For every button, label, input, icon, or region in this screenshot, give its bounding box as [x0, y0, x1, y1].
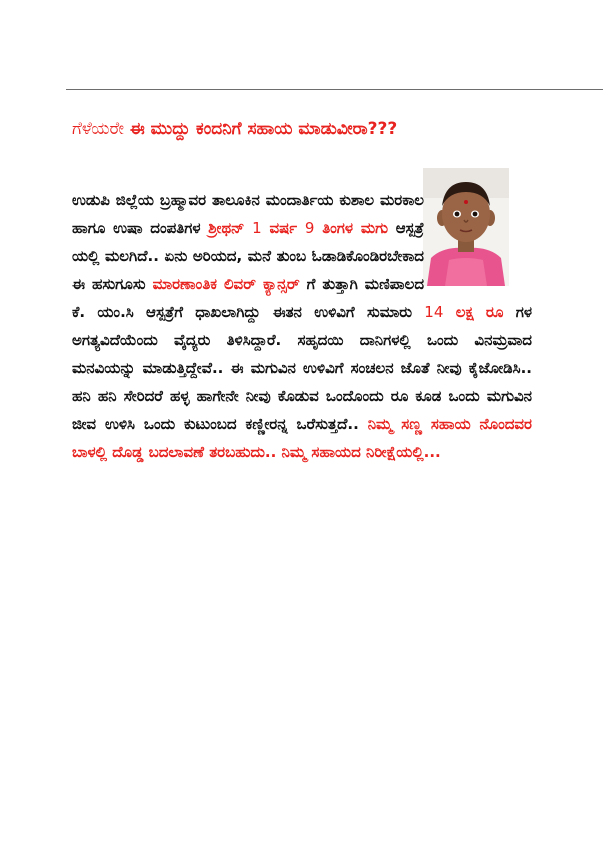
age-months-number: 9 [304, 219, 315, 237]
photo-spacer [424, 186, 532, 296]
child-name: ಶ್ರೀಥನ್ [208, 219, 245, 237]
body-intro: ಉಡುಪಿ ಜಿಲ್ಲೆಯ ಬ್ರಹ್ಮಾವರ ತಾಲೂಕಿನ ಮಂದಾರ್ತಿಯ ಕುಶಾಲ ಮರಕಾಲ ಹಾಗೂ ಉಷಾ ದಂಪತಿಗಳ [72, 191, 424, 237]
disease-name: ಮಾರಣಾಂತಿಕ ಲಿವರ್ ಕ್ಯಾನ್ಸರ್ [152, 275, 300, 293]
body-hospital: ಆಸ್ಪತ್ರೆ ಯಲ್ಲಿ ಮಲಗಿದೆ.. ಏನು ಅರಿಯದ, ಮನೆ ತುಂಬ ಓಡಾಡಿಕೊಂಡಿರಬೇಕಾದ ಈ ಹಸುಗೂಸು [72, 219, 424, 293]
heading-greeting: ಗೆಳೆಯರೇ [72, 119, 125, 139]
amount-unit: ಲಕ್ಷ ರೂ [455, 303, 504, 321]
amount-number: 14 [424, 303, 444, 321]
age-months-word: ತಿಂಗಳ ಮಗು [322, 219, 388, 237]
age-years-number: 1 [252, 219, 262, 237]
closing-appeal: ನಿಮ್ಮ ಸಣ್ಣ ಸಹಾಯ ನೊಂದವರ ಬಾಳಲ್ಲಿ ದೊಡ್ಡ ಬದಲಾವಣೆ ತರಬಹುದು.. ನಿಮ್ಮ ಸಹಾಯದ ನಿರೀಕ್ಷೆಯಲ್ಲಿ... [72, 415, 532, 461]
page-heading [72, 112, 532, 146]
appeal-body [72, 186, 532, 466]
top-divider [66, 89, 603, 90]
body-appeal: ಗಳ ಅಗತ್ಯವಿದೆಯೆಂದು ವೈದ್ಯರು ತಿಳಿಸಿದ್ದಾರೆ. ಸಹೃದಯಿ ದಾನಿಗಳಲ್ಲಿ ಒಂದು ವಿನಮ್ರವಾದ ಮನವಿಯನ್ನು ಮಾಡುತ್ತಿದ್ದೇವೆ.. ಈ ಮಗುವಿನ ಉಳಿವಿಗೆ ಸಂಚಲನ ಜೊತೆ ನೀವು ಕೈಜೋಡಿಸಿ.. ಹನಿ ಹನಿ ಸೇರಿದರೆ ಹಳ್ಳ ಹಾಗೇನೇ ನೀವು ಕೊಡುವ ಒಂದೊಂದು ರೂ ಕೂಡ ಒಂದು ಮಗುವಿನ ಜೀವ ಉಳಿಸಿ ಒಂದು ಕುಟುಂಬದ ಕಣ್ಣೀರನ್ನ ಒರೆಸುತ್ತದೆ.. [72, 303, 532, 433]
heading-title: ಈ ಮುದ್ದು ಕಂದನಿಗೆ ಸಹಾಯ ಮಾಡುವೀರಾ??? [129, 119, 398, 139]
body-admission: ಗೆ ತುತ್ತಾಗಿ ಮಣಿಪಾಲದ ಕೆ. ಯಂ.ಸಿ ಆಸ್ಪತ್ರೆಗೆ ಧಾಖಲಾಗಿದ್ದು ಈತನ ಉಳಿವಿಗೆ ಸುಮಾರು [72, 275, 425, 321]
age-years-word: ವರ್ಷ [269, 219, 298, 237]
